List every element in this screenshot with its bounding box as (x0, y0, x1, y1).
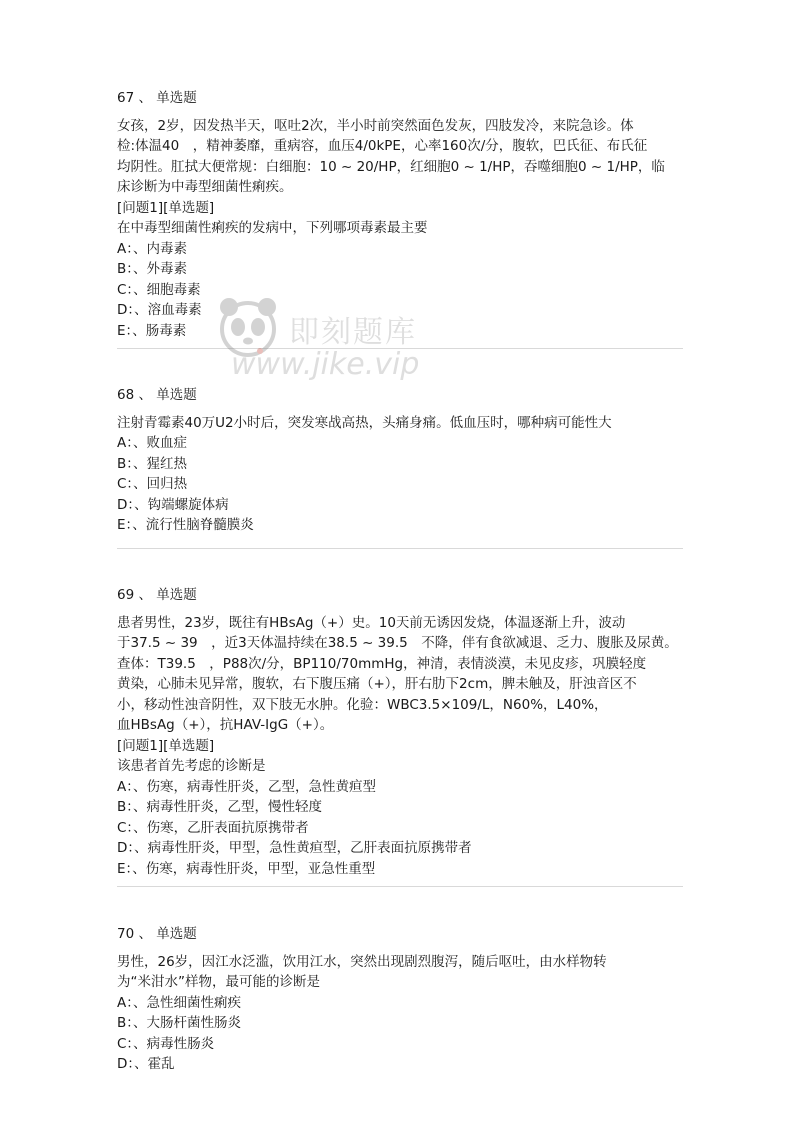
question-70 (117, 924, 687, 1075)
option-a: A：、内毒素 (117, 240, 187, 257)
option-a: A：、伤寒，病毒性肝炎，乙型，急性黄疸型 (117, 778, 376, 795)
option-b: B：、病毒性肝炎，乙型，慢性轻度 (117, 799, 323, 815)
option-d: D：、钩端螺旋体病 (117, 496, 229, 513)
option-d: D：、霍乱 (117, 1056, 175, 1072)
option-a: A：、急性细菌性痢疾 (117, 994, 241, 1011)
question-stem-line: 查体：T39.5 ，P88次/分，BP110/70mmHg，神清，表情淡漠，未见皮疹，巩膜轻度 (117, 655, 647, 672)
question-stem-line: 于37.5 ~ 39 ，近3天体温持续在38.5 ~ 39.5 不降，伴有食欲减退、乏力、腹胀及尿黄。 (117, 635, 678, 651)
option-b: B：、猩红热 (117, 455, 188, 472)
question-stem-line: 均阴性。肛拭大便常规：白细胞：10 ~ 20/HP，红细胞0 ~ 1/HP，吞噬细胞0 ~ 1/HP，临 (117, 158, 665, 175)
question-stem-line: 女孩，2岁，因发热半天，呕吐2次，半小时前突然面色发灰，四肢发冷，来院急诊。体 (117, 117, 634, 134)
option-d: D：、溶血毒素 (117, 302, 202, 318)
question-header: 70 、 单选题 (117, 926, 197, 942)
question-stem-line: 注射青霉素40万U2小时后，突发寒战高热，头痛身痛。低血压时，哪种病可能性大 (117, 414, 612, 431)
option-d: D：、病毒性肝炎，甲型，急性黄疸型，乙肝表面抗原携带者 (117, 840, 472, 856)
question-stem-line: 为“米泔水”样物，最可能的诊断是 (117, 974, 320, 990)
watermark-brand: 即刻题库 (289, 315, 417, 350)
option-b: B：、大肠杆菌性肠炎 (117, 1015, 242, 1031)
option-e: E：、肠毒素 (117, 322, 187, 339)
question-stem-line: 床诊断为中毒型细菌性痢疾。 (117, 179, 293, 195)
question-stem-line: 血HBsAg（+），抗HAV-IgG（+）。 (117, 717, 334, 733)
option-a: A：、败血症 (117, 435, 187, 451)
option-c: C：、回归热 (117, 476, 188, 492)
sub-question-label: [问题1][单选题] (117, 737, 215, 754)
option-c: C：、伤寒，乙肝表面抗原携带者 (117, 819, 309, 836)
divider (117, 886, 683, 887)
question-stem-line: 男性，26岁，因江水泛滥，饮用江水，突然出现剧烈腹泻，随后呕吐，由水样物转 (117, 953, 607, 970)
question-stem-line: 检:体温40 ，精神萎靡，重病容，血压4/0kPE，心率160次/分，腹软，巴氏征、布氏征 (117, 138, 648, 154)
sub-question-text: 该患者首先考虑的诊断是 (117, 758, 266, 774)
question-69 (117, 585, 687, 879)
question-header: 69 、 单选题 (117, 587, 197, 603)
question-68 (117, 385, 687, 536)
question-stem-line: 患者男性，23岁，既往有HBsAg（+）史。10天前无诱因发烧，体温逐渐上升，波动 (117, 614, 626, 631)
divider (117, 348, 683, 349)
option-c: C：、细胞毒素 (117, 281, 201, 298)
sub-question-text: 在中毒型细菌性痢疾的发病中，下列哪项毒素最主要 (117, 220, 428, 236)
question-header: 68 、 单选题 (117, 387, 197, 403)
option-c: C：、病毒性肠炎 (117, 1035, 215, 1052)
question-header: 67 、 单选题 (117, 90, 197, 106)
divider (117, 548, 683, 549)
option-e: E：、伤寒，病毒性肝炎，甲型，亚急性重型 (117, 860, 376, 877)
question-stem-line: 黄染，心肺未见异常，腹软，右下腹压痛（+），肝右肋下2cm，脾未触及，肝浊音区不 (117, 676, 637, 692)
question-stem-line: 小，移动性浊音阴性，双下肢无水肿。化验：WBC3.5×109/L，N60%，L40%， (117, 696, 608, 713)
question-67 (117, 88, 687, 341)
option-e: E：、流行性脑脊髓膜炎 (117, 517, 254, 533)
option-b: B：、外毒素 (117, 261, 188, 277)
watermark-url: www.jike.vip (231, 347, 420, 382)
sub-question-label: [问题1][单选题] (117, 199, 215, 216)
